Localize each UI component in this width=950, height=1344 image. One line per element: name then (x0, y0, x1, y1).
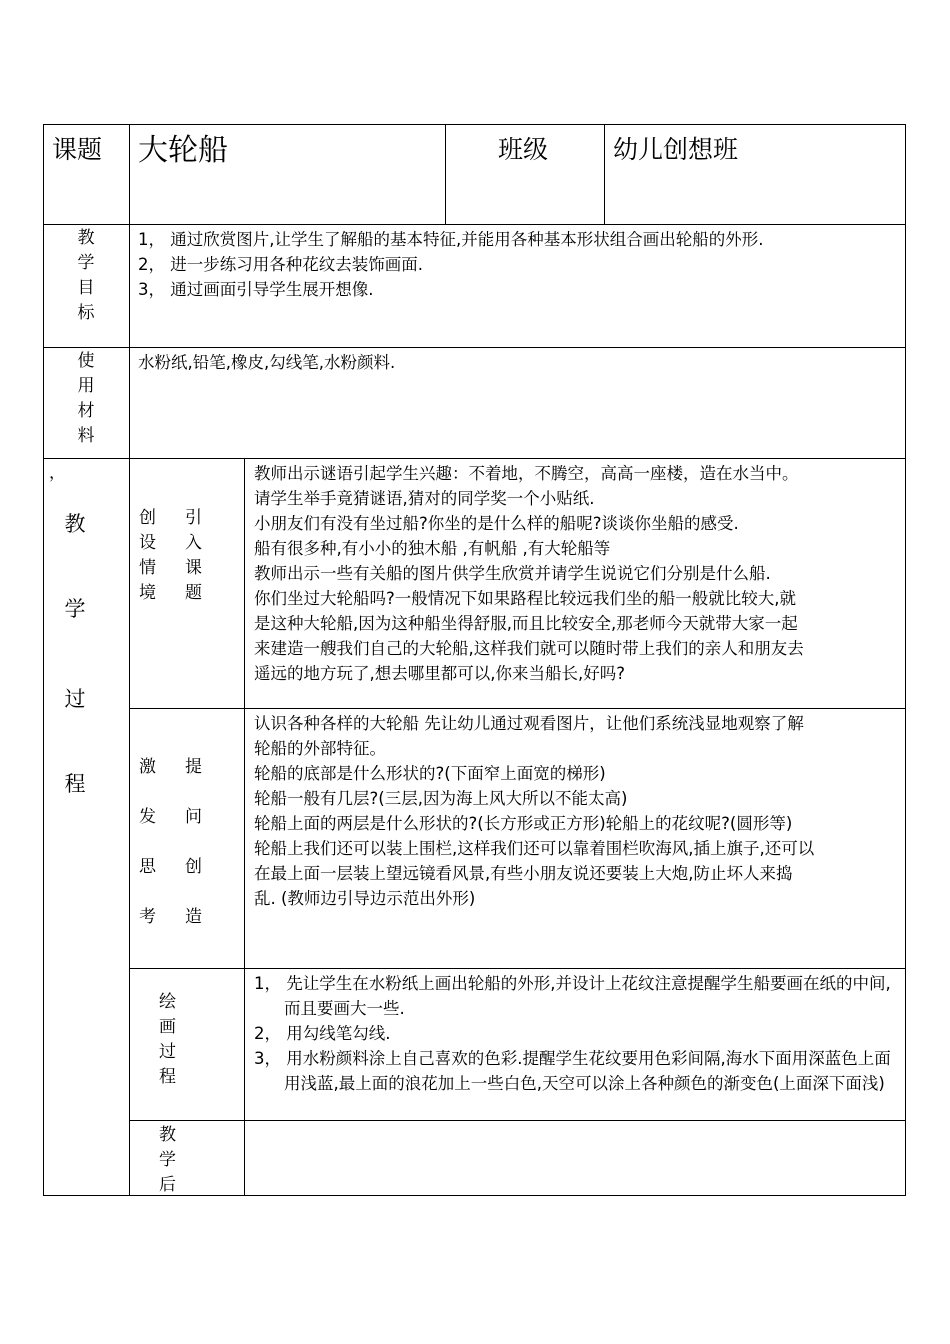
label-char: 后 (159, 1175, 176, 1195)
materials-label (43, 349, 129, 449)
col-divider (445, 124, 446, 224)
label-char: 课 (185, 558, 202, 578)
text-line: 轮船的外部特征。 (254, 739, 386, 758)
drawing-item: 1， 先让学生在水粉纸上画出轮船的外形,并设计上花纹注意提醒学生船要画在纸的中间,而且要画大一些. (254, 974, 891, 1018)
label-char: 创 (139, 508, 156, 528)
label-char: 过 (64, 687, 86, 711)
objective-item: 2， 进一步练习用各种花纹去装饰画面. (138, 255, 423, 274)
drawing-item: 3， 用水粉颜料涂上自己喜欢的色彩.提醒学生花纹要用色彩间隔,海水下面用深蓝色上面用浅蓝,最上面的浪花加上一些白色,天空可以涂上各种颜色的渐变色(上面深下面浅) (254, 1049, 891, 1093)
col-divider (244, 458, 245, 1196)
text-line: 请学生举手竟猜谜语,猜对的同学奖一个小贴纸. (254, 489, 595, 508)
process-label (43, 508, 107, 798)
after-label (145, 1123, 190, 1198)
inspire-text (254, 711, 902, 911)
label-char: 用 (77, 376, 95, 396)
row-divider (129, 968, 906, 969)
label-char: 绘 (159, 992, 176, 1012)
label-char: 情 (139, 558, 156, 578)
text-line: 来建造一艘我们自己的大轮船,这样我们就可以随时带上我们的亲人和朋友去 (254, 639, 804, 658)
label-char: 思 (139, 857, 156, 877)
label-char: 引 (185, 508, 202, 528)
label-char: 学 (64, 597, 86, 621)
text-line: 轮船上我们还可以装上围栏,这样我们还可以靠着围栏吹海风,插上旗子,还可以 (254, 839, 815, 858)
label-char: 标 (77, 303, 95, 323)
objective-item: 1， 通过欣赏图片,让学生了解船的基本特征,并能用各种基本形状组合画出轮船的外形. (138, 230, 764, 249)
label-char: 题 (185, 583, 202, 603)
label-char: 程 (64, 772, 86, 796)
intro-text (254, 461, 902, 686)
row-divider (43, 347, 906, 348)
label-char: 提 (185, 757, 202, 777)
text-line: 教师出示一些有关船的图片供学生欣赏并请学生说说它们分别是什么船. (254, 564, 771, 583)
label-char: 料 (77, 426, 95, 446)
text-line: 遥远的地方玩了,想去哪里都可以,你来当船长,好吗? (254, 664, 625, 683)
label-char: 设 (139, 533, 156, 553)
col-divider (604, 124, 605, 224)
drawing-label (145, 990, 190, 1090)
label-char: 创 (185, 857, 202, 877)
label-char: 程 (159, 1067, 176, 1087)
drawing-item: 2， 用勾线笔勾线. (254, 1024, 391, 1043)
label-char: 发 (139, 807, 156, 827)
text-line: 轮船的底部是什么形状的?(下面窄上面宽的梯形) (254, 764, 606, 783)
text-line: 乱. (教师边引导边示范出外形) (254, 889, 476, 908)
process-mark: ， (49, 463, 66, 482)
label-char: 目 (77, 278, 95, 298)
objective-item: 3， 通过画面引导学生展开想像. (138, 280, 374, 299)
label-char: 画 (159, 1017, 176, 1037)
label-char: 材 (77, 401, 95, 421)
inspire-label (139, 755, 231, 930)
text-line: 你们坐过大轮船吗?一般情况下如果路程比较远我们坐的船一般就比较大,就 (254, 589, 797, 608)
text-line: 认识各种各样的大轮船 先让幼儿通过观看图片，让他们系统浅显地观察了解 (254, 714, 804, 733)
label-char: 考 (139, 907, 156, 927)
drawing-list (254, 971, 898, 1096)
text-line: 是这种大轮船,因为这种船坐得舒服,而且比较安全,那老师今天就带大家一起 (254, 614, 798, 633)
text-line: 在最上面一层装上望远镜看风景,有些小朋友说还要装上大炮,防止坏人来捣 (254, 864, 793, 883)
label-char: 学 (159, 1150, 176, 1170)
objectives-label (43, 226, 129, 326)
label-char: 问 (185, 807, 202, 827)
text-line: 船有很多种,有小小的独木船 ,有帆船 ,有大轮船等 (254, 539, 611, 558)
intro-label (139, 506, 231, 606)
table-border-top (43, 124, 906, 125)
topic-label: 课题 (52, 135, 103, 164)
label-char: 教 (64, 512, 86, 536)
label-char: 过 (159, 1042, 176, 1062)
label-char: 使 (77, 351, 95, 371)
label-char: 教 (159, 1125, 176, 1145)
label-char: 教 (77, 228, 95, 248)
label-char: 学 (77, 253, 95, 273)
text-line: 轮船一般有几层?(三层,因为海上风大所以不能太高) (254, 789, 628, 808)
text-line: 小朋友们有没有坐过船?你坐的是什么样的船呢?谈谈你坐船的感受. (254, 514, 739, 533)
col-divider (129, 124, 130, 1196)
table-border-right (905, 124, 906, 1196)
text-line: 教师出示谜语引起学生兴趣：不着地，不腾空，高高一座楼，造在水当中。 (254, 464, 799, 483)
label-char: 境 (139, 583, 156, 603)
label-char: 入 (185, 533, 202, 553)
row-divider (43, 224, 906, 225)
row-divider (43, 458, 906, 459)
label-char: 激 (139, 757, 156, 777)
materials-text: 水粉纸,铅笔,橡皮,勾线笔,水粉颜料. (138, 353, 396, 372)
row-divider (129, 1120, 906, 1121)
text-line: 轮船上面的两层是什么形状的?(长方形或正方形)轮船上的花纹呢?(圆形等) (254, 814, 793, 833)
row-divider (129, 708, 906, 709)
class-label: 班级 (498, 135, 549, 164)
topic-value: 大轮船 (138, 133, 228, 168)
label-char: 造 (185, 907, 202, 927)
objectives-list (138, 227, 900, 302)
class-value: 幼儿创想班 (613, 135, 739, 164)
